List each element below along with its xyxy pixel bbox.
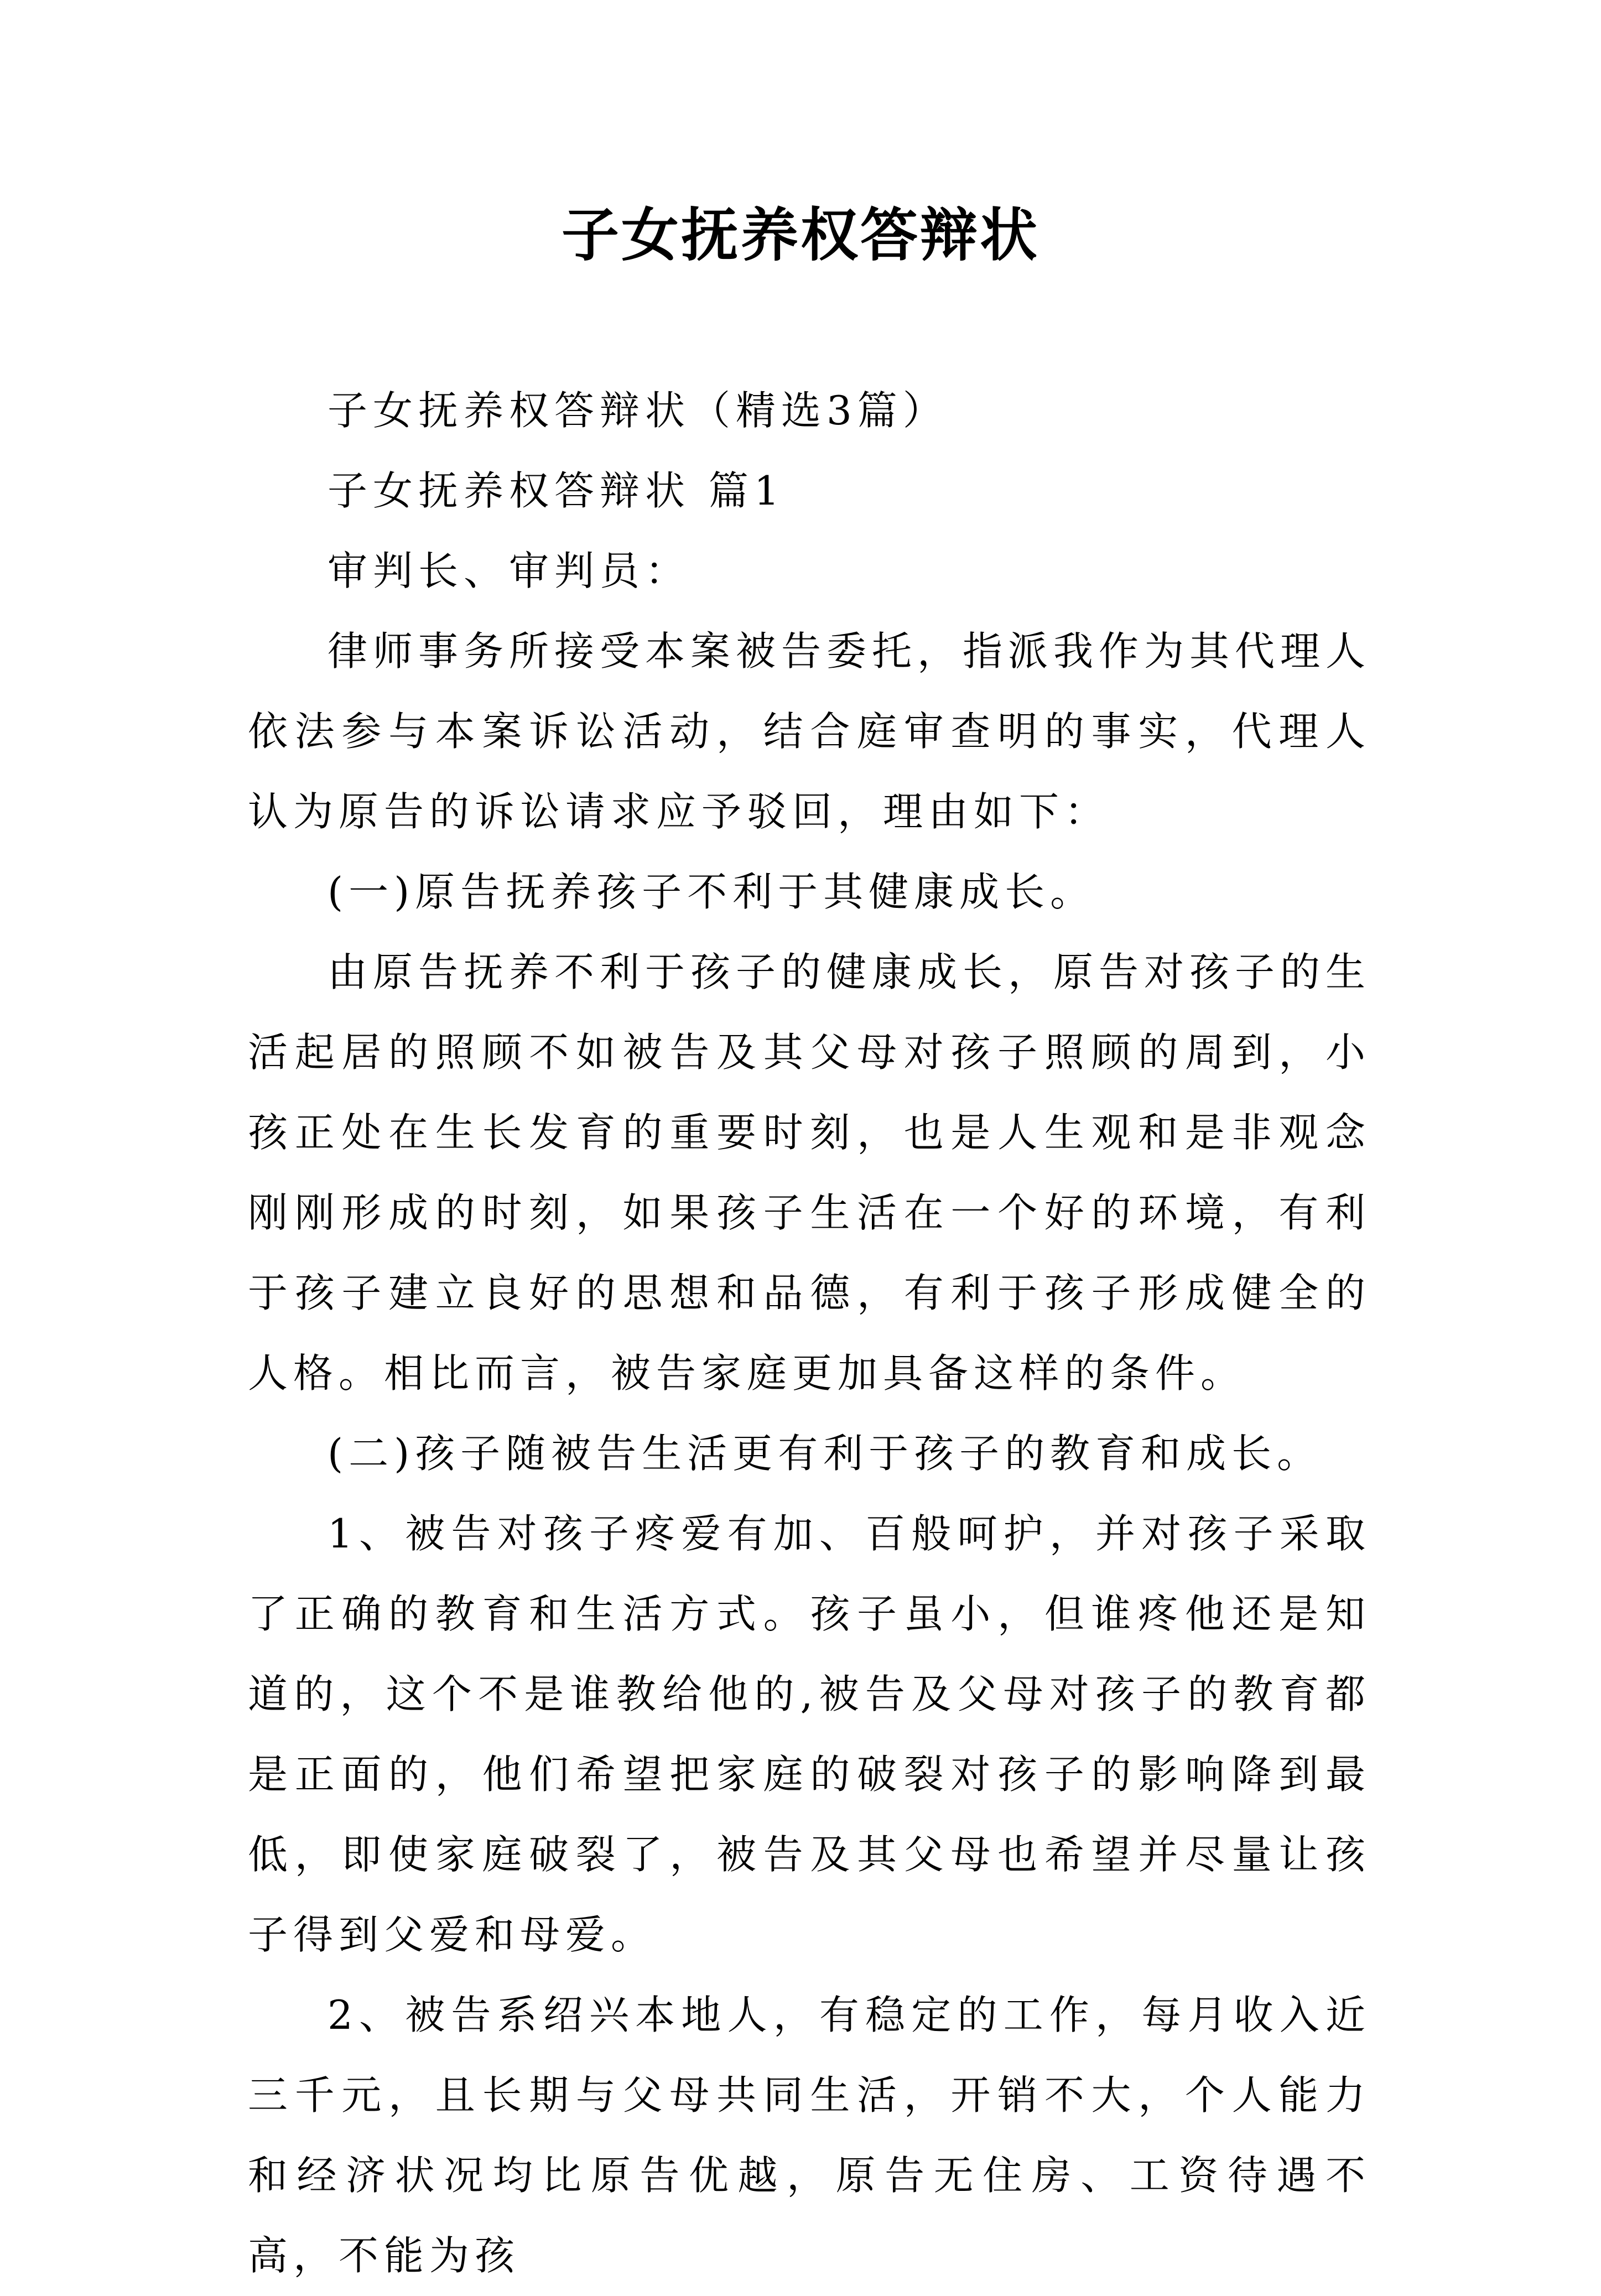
document-title: 子女抚养权答辩状 [561, 201, 1039, 269]
paragraph-item-1: 1、被告对孩子疼爱有加、百般呵护，并对孩子采取了正确的教育和生活方式。孩子虽小，但谁疼他还是知道的，这个不是谁教给他的,被告及父母对孩子的教育都是正面的，他们希望把家庭的破裂对孩子的影响降到最低，即使家庭破裂了，被告及其父母也希望并尽量让孩子得到父爱和母爱。 [248, 1510, 1371, 1958]
paragraph-point-1: 由原告抚养不利于孩子的健康成长，原告对孩子的生活起居的照顾不如被告及其父母对孩子照顾的周到，小孩正处在生长发育的重要时刻，也是人生观和是非观念刚刚形成的时刻，如果孩子生活在一个好的环境，有利于孩子建立良好的思想和品德，有利于孩子形成健全的人格。相比而言，被告家庭更加具备这样的条件。 [248, 949, 1371, 1396]
heading-part-1: 子女抚养权答辩状 篇1 [328, 467, 785, 514]
document-body [248, 371, 1371, 2296]
salutation: 审判长、审判员： [328, 548, 691, 594]
paragraph-intro: 律师事务所接受本案被告委托，指派我作为其代理人依法参与本案诉讼活动，结合庭审查明的事实，代理人认为原告的诉讼请求应予驳回，理由如下： [248, 628, 1371, 835]
point-1-heading: (一)原告抚养孩子不利于其健康成长。 [328, 869, 1096, 915]
heading-collection: 子女抚养权答辩状（精选3篇） [328, 387, 948, 434]
paragraph-item-2: 2、被告系绍兴本地人，有稳定的工作，每月收入近三千元，且长期与父母共同生活，开销不大，个人能力和经济状况均比原告优越，原告无住房、工资待遇不高，不能为孩 [248, 1992, 1371, 2279]
point-2-heading: (二)孩子随被告生活更有利于孩子的教育和成长。 [328, 1430, 1323, 1477]
